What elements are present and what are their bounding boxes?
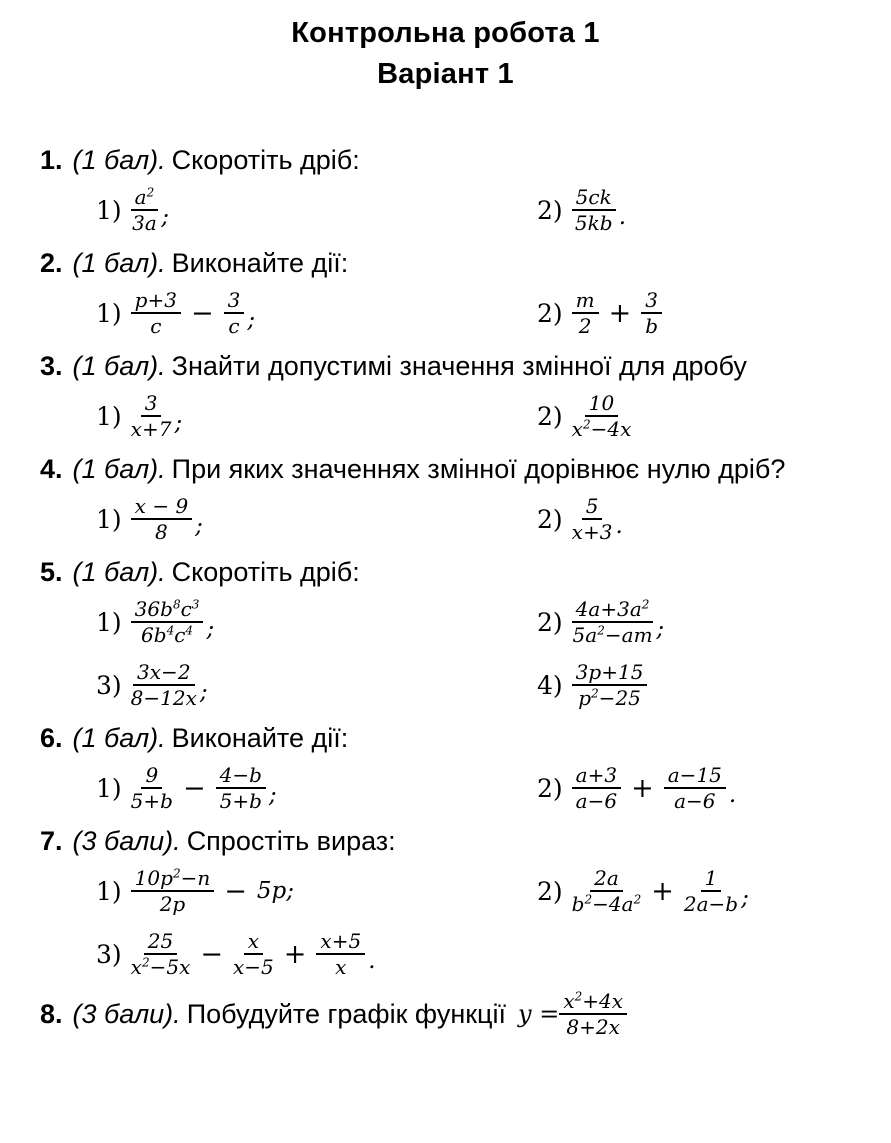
problem-4-header [0,452,891,486]
math-expression [131,392,183,441]
math-expression [131,598,215,647]
punctuation: ; [199,679,208,706]
fraction [572,392,632,441]
item-7-3 [96,930,537,979]
fraction-numerator: 5ck [572,186,616,211]
fraction-denominator: x+3 [571,520,613,544]
fraction-numerator: x [244,930,263,955]
fraction-numerator: 3 [224,289,245,314]
math-expression [572,186,626,235]
problem-points: (1 бал). [72,557,166,587]
problem-7-header [0,824,891,858]
problem-5-header [0,555,891,589]
fraction [572,289,599,338]
punctuation: ; [741,885,749,912]
item-label: 2) [537,504,563,534]
problem-text: Виконайте дії: [171,248,349,278]
fraction-denominator: $x^2-4x$ [571,417,632,441]
fraction [131,495,193,544]
math-operator: − [224,875,247,907]
fraction [684,867,738,916]
math-expression [131,930,376,979]
fraction-denominator: 2p [159,892,186,916]
item-label: 3) [96,670,122,700]
punctuation: ; [195,513,203,540]
problem-number: 2. [40,248,63,278]
fraction-numerator: 9 [141,764,162,789]
fraction-numerator: 4−b [216,764,266,789]
problems-list [0,95,891,1039]
fraction-denominator: 2a−b [683,892,739,916]
fraction [664,764,726,813]
fraction-denominator: 2 [578,314,592,338]
superscript: 2 [641,597,650,612]
problem-number: 6. [40,723,63,753]
problem-6 [0,721,891,818]
items-row [0,924,891,984]
superscript: 2 [584,892,593,907]
item-5-1 [96,598,537,647]
superscript: 2 [141,955,150,970]
fraction-denominator: 8−12x [130,686,197,710]
problem-text: Скоротіть дріб: [171,145,360,175]
item-4-2 [537,495,623,544]
fraction-numerator: x − 9 [131,495,193,520]
item-label: 4) [537,670,563,700]
inline-expression [518,990,627,1039]
fraction [216,764,266,813]
problem-1 [0,143,891,240]
math-text: 5p; [256,878,294,904]
fraction-numerator: 3p+15 [572,661,648,686]
math-operator: + [608,297,632,329]
fraction [131,289,181,338]
items-row [0,592,891,652]
fraction-denominator: x+7 [130,417,172,441]
item-4-1 [96,495,537,544]
item-5-4 [537,661,647,710]
problem-number: 7. [40,826,63,856]
fraction-denominator: 3a [132,211,157,235]
math-expression [572,598,665,647]
superscript: 2 [591,686,599,701]
item-5-2 [537,598,664,647]
fraction-numerator: 1 [701,867,722,892]
problem-text: Скоротіть дріб: [171,557,360,587]
fraction [572,764,621,813]
fraction-numerator: a+3 [572,764,621,789]
items-row [0,489,891,549]
problem-points: (3 бали). [72,826,181,856]
fraction-denominator: $6b^4c^4$ [141,623,194,647]
fraction [131,930,191,979]
fraction-denominator: $p^2-25$ [578,686,641,710]
math-expression [131,661,208,710]
problem-text: При яких значеннях змінної дорівнює нулю дріб? [171,454,786,484]
fraction [224,289,245,338]
problem-points: (1 бал). [72,723,166,753]
item-label: 2) [537,195,563,225]
fraction-numerator: $a^2$ [131,186,159,211]
fraction-denominator: 8+2x [566,1015,620,1040]
math-expression [131,186,169,235]
problem-6-header [0,721,891,755]
fraction-denominator: $5a^2-am$ [572,623,653,647]
punctuation: ; [174,410,183,437]
fraction-numerator: m [572,289,599,314]
problem-points: (1 бал). [72,454,166,484]
math-expression [572,764,737,813]
math-operator: + [283,938,307,970]
punctuation: . [618,204,627,231]
superscript: 2 [172,866,181,881]
fraction-numerator: p+3 [131,289,181,314]
fraction [131,661,197,710]
fraction [316,930,365,979]
item-label: 1) [96,876,122,906]
problem-1-header [0,143,891,177]
problem-points: (1 бал). [72,145,166,175]
fraction-denominator: a−6 [575,789,618,813]
fraction-denominator: c [228,314,240,338]
math-operator: − [182,772,206,804]
item-label: 1) [96,298,122,328]
problem-number: 5. [40,557,63,587]
math-expression [518,990,627,1039]
fraction-numerator: $x^2+4x$ [559,990,627,1015]
problem-points: (1 бал). [72,248,166,278]
item-1-1 [96,186,537,235]
item-label: 1) [96,607,122,637]
problem-points: (3 бали). [72,999,181,1030]
fraction-denominator: $x^2-5x$ [130,955,191,979]
superscript: 4 [185,623,194,638]
fraction-denominator: b [645,314,659,338]
math-text: y = [518,1000,560,1029]
item-2-2 [537,289,662,338]
fraction-numerator: $10p^2-n$ [131,867,215,892]
fraction-denominator: a−6 [674,789,716,813]
math-expression [131,764,277,813]
fraction-denominator: c [150,314,162,338]
fraction-denominator: 5+b [130,789,173,813]
fraction-numerator: 3 [141,392,162,417]
fraction-numerator: 10 [585,392,618,417]
superscript: 2 [633,892,642,907]
item-label: 1) [96,504,122,534]
item-3-2 [537,392,631,441]
problem-points: (1 бал). [72,351,166,381]
item-label: 2) [537,773,563,803]
fraction [572,186,616,235]
math-expression [572,495,623,544]
punctuation: . [728,782,737,809]
fraction-numerator: 5 [582,495,603,520]
fraction-numerator: a−15 [664,764,726,789]
fraction [233,930,274,979]
math-expression [131,495,203,544]
superscript: 4 [166,623,175,638]
problem-number: 8. [40,999,63,1030]
item-label: 1) [96,195,122,225]
fraction-denominator: 5kb [574,211,613,235]
problem-3-header [0,349,891,383]
fraction-numerator: 2a [590,867,623,892]
item-label: 2) [537,298,563,328]
punctuation: . [615,513,623,540]
fraction-numerator: $4a+3a^2$ [572,598,654,623]
math-operator: + [651,875,674,907]
problem-7 [0,824,891,984]
fraction-denominator: 5+b [219,789,262,813]
fraction [131,867,215,916]
item-7-2 [537,867,749,916]
fraction-denominator: 8 [155,520,168,544]
item-label: 1) [96,773,122,803]
math-expression [572,867,749,916]
math-operator: − [190,297,214,329]
title-line-1: Контрольна робота 1 [291,17,600,49]
item-label: 2) [537,607,563,637]
problem-2-header [0,246,891,280]
items-row [0,758,891,818]
math-expression [572,289,662,338]
fraction [572,495,613,544]
fraction [131,764,173,813]
problem-8-header [0,990,891,1039]
superscript: 2 [582,417,591,432]
fraction-denominator: x−5 [233,955,274,979]
math-operator: − [200,938,223,970]
fraction-denominator: $b^2-4a^2$ [571,892,642,916]
item-label: 1) [96,401,122,431]
items-row [0,386,891,446]
fraction [572,598,654,647]
superscript: 2 [597,623,605,638]
document-title [0,0,891,95]
fraction-numerator: 25 [144,930,177,955]
math-expression [572,392,632,441]
punctuation: . [368,948,376,975]
item-3-1 [96,392,537,441]
superscript: 2 [146,185,155,200]
fraction [131,392,172,441]
item-1-2 [537,186,626,235]
fraction-numerator: x+5 [316,930,365,955]
fraction-denominator: x [335,955,347,979]
punctuation: ; [206,616,215,643]
items-row [0,655,891,715]
punctuation: ; [656,616,665,643]
item-5-3 [96,661,537,710]
problem-text: Побудуйте графік функції [186,999,507,1030]
problem-text: Знайти допустимі значення змінної для дробу [171,351,747,381]
problem-number: 3. [40,351,63,381]
problem-8 [0,990,891,1039]
math-operator: + [631,772,654,804]
fraction [572,661,648,710]
item-label: 2) [537,401,563,431]
items-row [0,283,891,343]
problem-5 [0,555,891,715]
fraction-numerator: $36b^8c^3$ [131,598,204,623]
math-expression [131,289,255,338]
problem-2 [0,246,891,343]
problem-number: 1. [40,145,63,175]
fraction-numerator: 3 [641,289,662,314]
fraction [559,990,627,1039]
item-label: 2) [537,876,563,906]
punctuation: ; [161,204,169,231]
item-label: 3) [96,939,122,969]
item-7-1 [96,867,537,916]
problem-text: Спростіть вираз: [186,826,396,856]
title-line-2: Варіант 1 [377,58,514,90]
fraction [131,598,204,647]
superscript: 8 [172,597,181,612]
punctuation: ; [247,307,256,334]
item-6-2 [537,764,736,813]
fraction [641,289,662,338]
problem-number: 4. [40,454,63,484]
item-6-1 [96,764,537,813]
problem-4 [0,452,891,549]
math-expression [131,867,294,916]
items-row [0,180,891,240]
fraction [572,867,642,916]
fraction [131,186,159,235]
problem-text: Виконайте дії: [171,723,349,753]
math-expression [572,661,648,710]
superscript: 2 [574,989,583,1004]
item-2-1 [96,289,537,338]
punctuation: ; [268,782,277,809]
fraction-numerator: 3x−2 [133,661,195,686]
problem-3 [0,349,891,446]
items-row [0,861,891,921]
superscript: 3 [191,597,200,612]
